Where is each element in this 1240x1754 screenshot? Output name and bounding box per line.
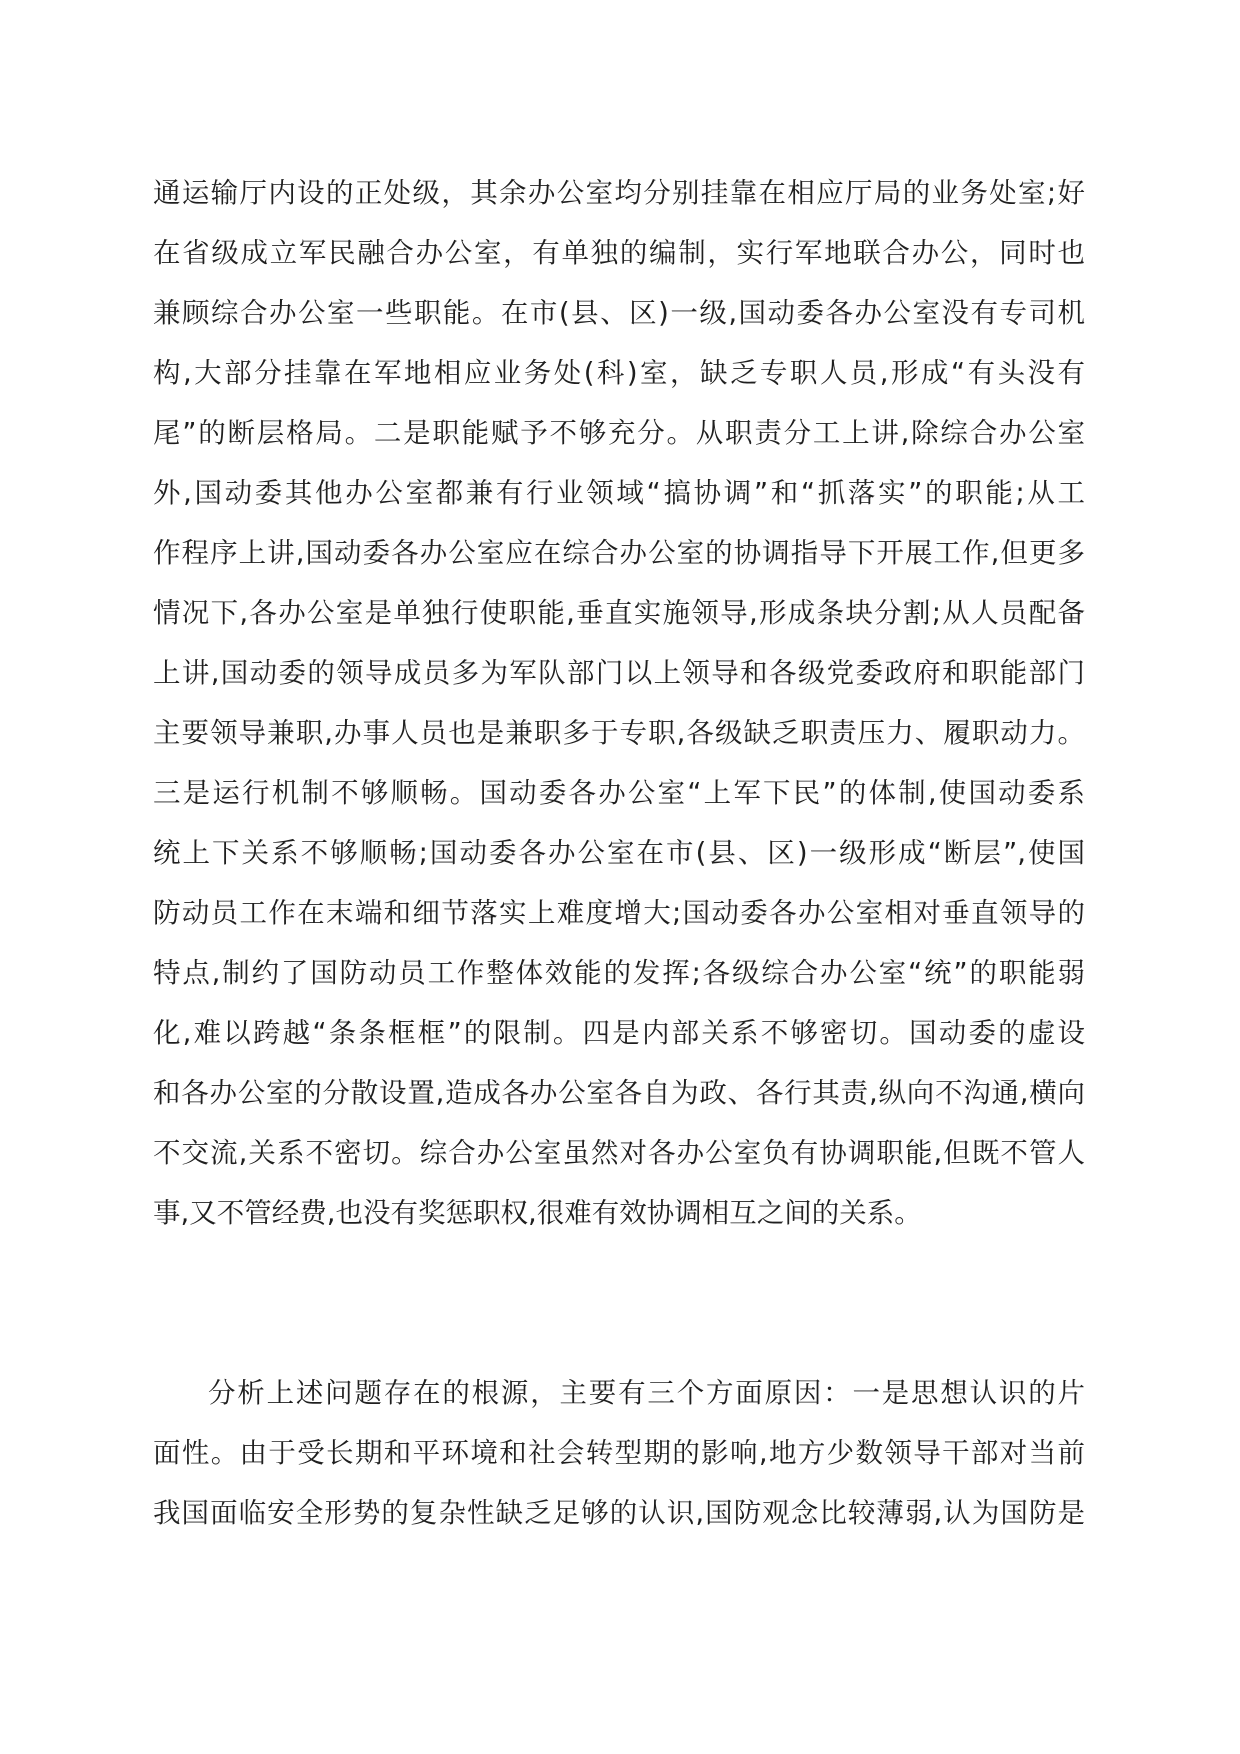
paragraph-1-line-7: 作程序上讲,国动委各办公室应在综合办公室的协调指导下开展工作,但更多 — [153, 537, 1085, 569]
paragraph-1-line-1: 通运输厅内设的正处级，其余办公室均分别挂靠在相应厅局的业务处室;好 — [153, 177, 1085, 209]
paragraph-2-line-1: 分析上述问题存在的根源，主要有三个方面原因：一是思想认识的片 — [208, 1377, 1085, 1409]
paragraph-1-line-15: 化,难以跨越“条条框框”的限制。四是内部关系不够密切。国动委的虚设 — [153, 1017, 1085, 1049]
paragraph-1-line-8: 情况下,各办公室是单独行使职能,垂直实施领导,形成条块分割;从人员配备 — [153, 597, 1085, 629]
paragraph-2-line-2: 面性。由于受长期和平环境和社会转型期的影响,地方少数领导干部对当前 — [153, 1437, 1085, 1469]
paragraph-1-line-16: 和各办公室的分散设置,造成各办公室各自为政、各行其责,纵向不沟通,横向 — [153, 1077, 1085, 1109]
paragraph-1-line-18: 事,又不管经费,也没有奖惩职权,很难有效协调相互之间的关系。 — [153, 1197, 922, 1229]
paragraph-2-line-3: 我国面临安全形势的复杂性缺乏足够的认识,国防观念比较薄弱,认为国防是 — [153, 1497, 1085, 1529]
paragraph-1-line-14: 特点,制约了国防动员工作整体效能的发挥;各级综合办公室“统”的职能弱 — [153, 957, 1085, 989]
paragraph-1-line-4: 构,大部分挂靠在军地相应业务处(科)室，缺乏专职人员,形成“有头没有 — [153, 357, 1085, 389]
paragraph-1-line-17: 不交流,关系不密切。综合办公室虽然对各办公室负有协调职能,但既不管人 — [153, 1137, 1085, 1169]
paragraph-1-line-6: 外,国动委其他办公室都兼有行业领域“搞协调”和“抓落实”的职能;从工 — [153, 477, 1085, 509]
paragraph-1-line-3: 兼顾综合办公室一些职能。在市(县、区)一级,国动委各办公室没有专司机 — [153, 297, 1085, 329]
paragraph-1 — [153, 163, 1085, 1243]
paragraph-1-line-2: 在省级成立军民融合办公室，有单独的编制，实行军地联合办公，同时也 — [153, 237, 1085, 269]
paragraph-1-line-13: 防动员工作在末端和细节落实上难度增大;国动委各办公室相对垂直领导的 — [153, 897, 1085, 929]
paragraph-1-line-5: 尾”的断层格局。二是职能赋予不够充分。从职责分工上讲,除综合办公室 — [153, 417, 1085, 449]
paragraph-1-line-11: 三是运行机制不够顺畅。国动委各办公室“上军下民”的体制,使国动委系 — [153, 777, 1085, 809]
paragraph-1-line-10: 主要领导兼职,办事人员也是兼职多于专职,各级缺乏职责压力、履职动力。 — [153, 717, 1085, 749]
paragraph-1-line-12: 统上下关系不够顺畅;国动委各办公室在市(县、区)一级形成“断层”,使国 — [153, 837, 1085, 869]
paragraph-2 — [153, 1363, 1085, 1543]
paragraph-1-line-9: 上讲,国动委的领导成员多为军队部门以上领导和各级党委政府和职能部门 — [153, 657, 1085, 689]
